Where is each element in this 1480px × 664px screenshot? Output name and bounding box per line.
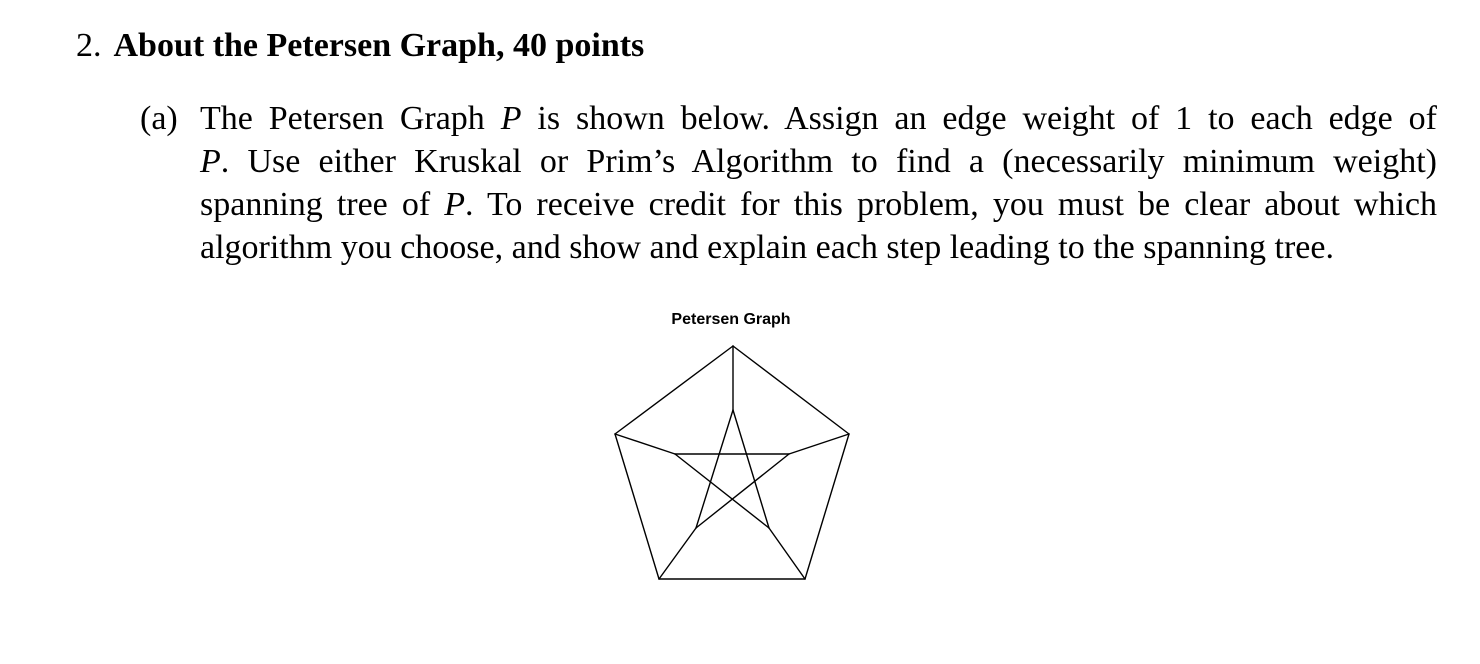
petersen-graph-diagram bbox=[600, 306, 862, 596]
part-a-line-1 bbox=[200, 97, 1437, 141]
part-a-line-3-text-start: spanning tree of bbox=[200, 186, 445, 223]
spoke-edge bbox=[789, 434, 849, 454]
spoke-edge bbox=[659, 528, 696, 579]
part-a-line-3-text-end: . To receive credit for this problem, you must be clear about which bbox=[465, 186, 1437, 223]
outer-edge bbox=[805, 434, 849, 579]
part-a-label: (a) bbox=[140, 100, 178, 137]
inner-edge bbox=[675, 454, 769, 528]
outer-edge bbox=[733, 346, 849, 434]
part-a-line-1-text-start: The Petersen Graph bbox=[200, 100, 501, 137]
part-a-line-1-text-end: is shown below. Assign an edge weight of 1 to each edge of bbox=[521, 100, 1437, 137]
problem-title: About the Petersen Graph, 40 points bbox=[113, 27, 645, 64]
problem-heading bbox=[76, 24, 644, 68]
spoke-edge bbox=[615, 434, 675, 454]
variable-p: P bbox=[444, 186, 466, 223]
petersen-graph-figure bbox=[600, 306, 862, 596]
variable-p: P bbox=[200, 143, 221, 180]
inner-edge bbox=[696, 454, 789, 528]
outer-edge bbox=[615, 434, 659, 579]
part-a-line-2 bbox=[200, 140, 1437, 184]
inner-edge bbox=[733, 410, 769, 528]
outer-edge bbox=[615, 346, 733, 434]
part-a-line-3 bbox=[200, 183, 1437, 227]
spoke-edge bbox=[769, 528, 805, 579]
part-a-line-2-text: . Use either Kruskal or Prim’s Algorithm to find a (necessarily minimum weight) bbox=[220, 143, 1437, 180]
figure-title: Petersen Graph bbox=[671, 311, 791, 328]
variable-p: P bbox=[500, 100, 522, 137]
problem-number: 2. bbox=[76, 27, 102, 64]
part-a-line-4: algorithm you choose, and show and explain each step leading to the spanning tree. bbox=[200, 229, 1334, 266]
inner-edge bbox=[696, 410, 733, 528]
